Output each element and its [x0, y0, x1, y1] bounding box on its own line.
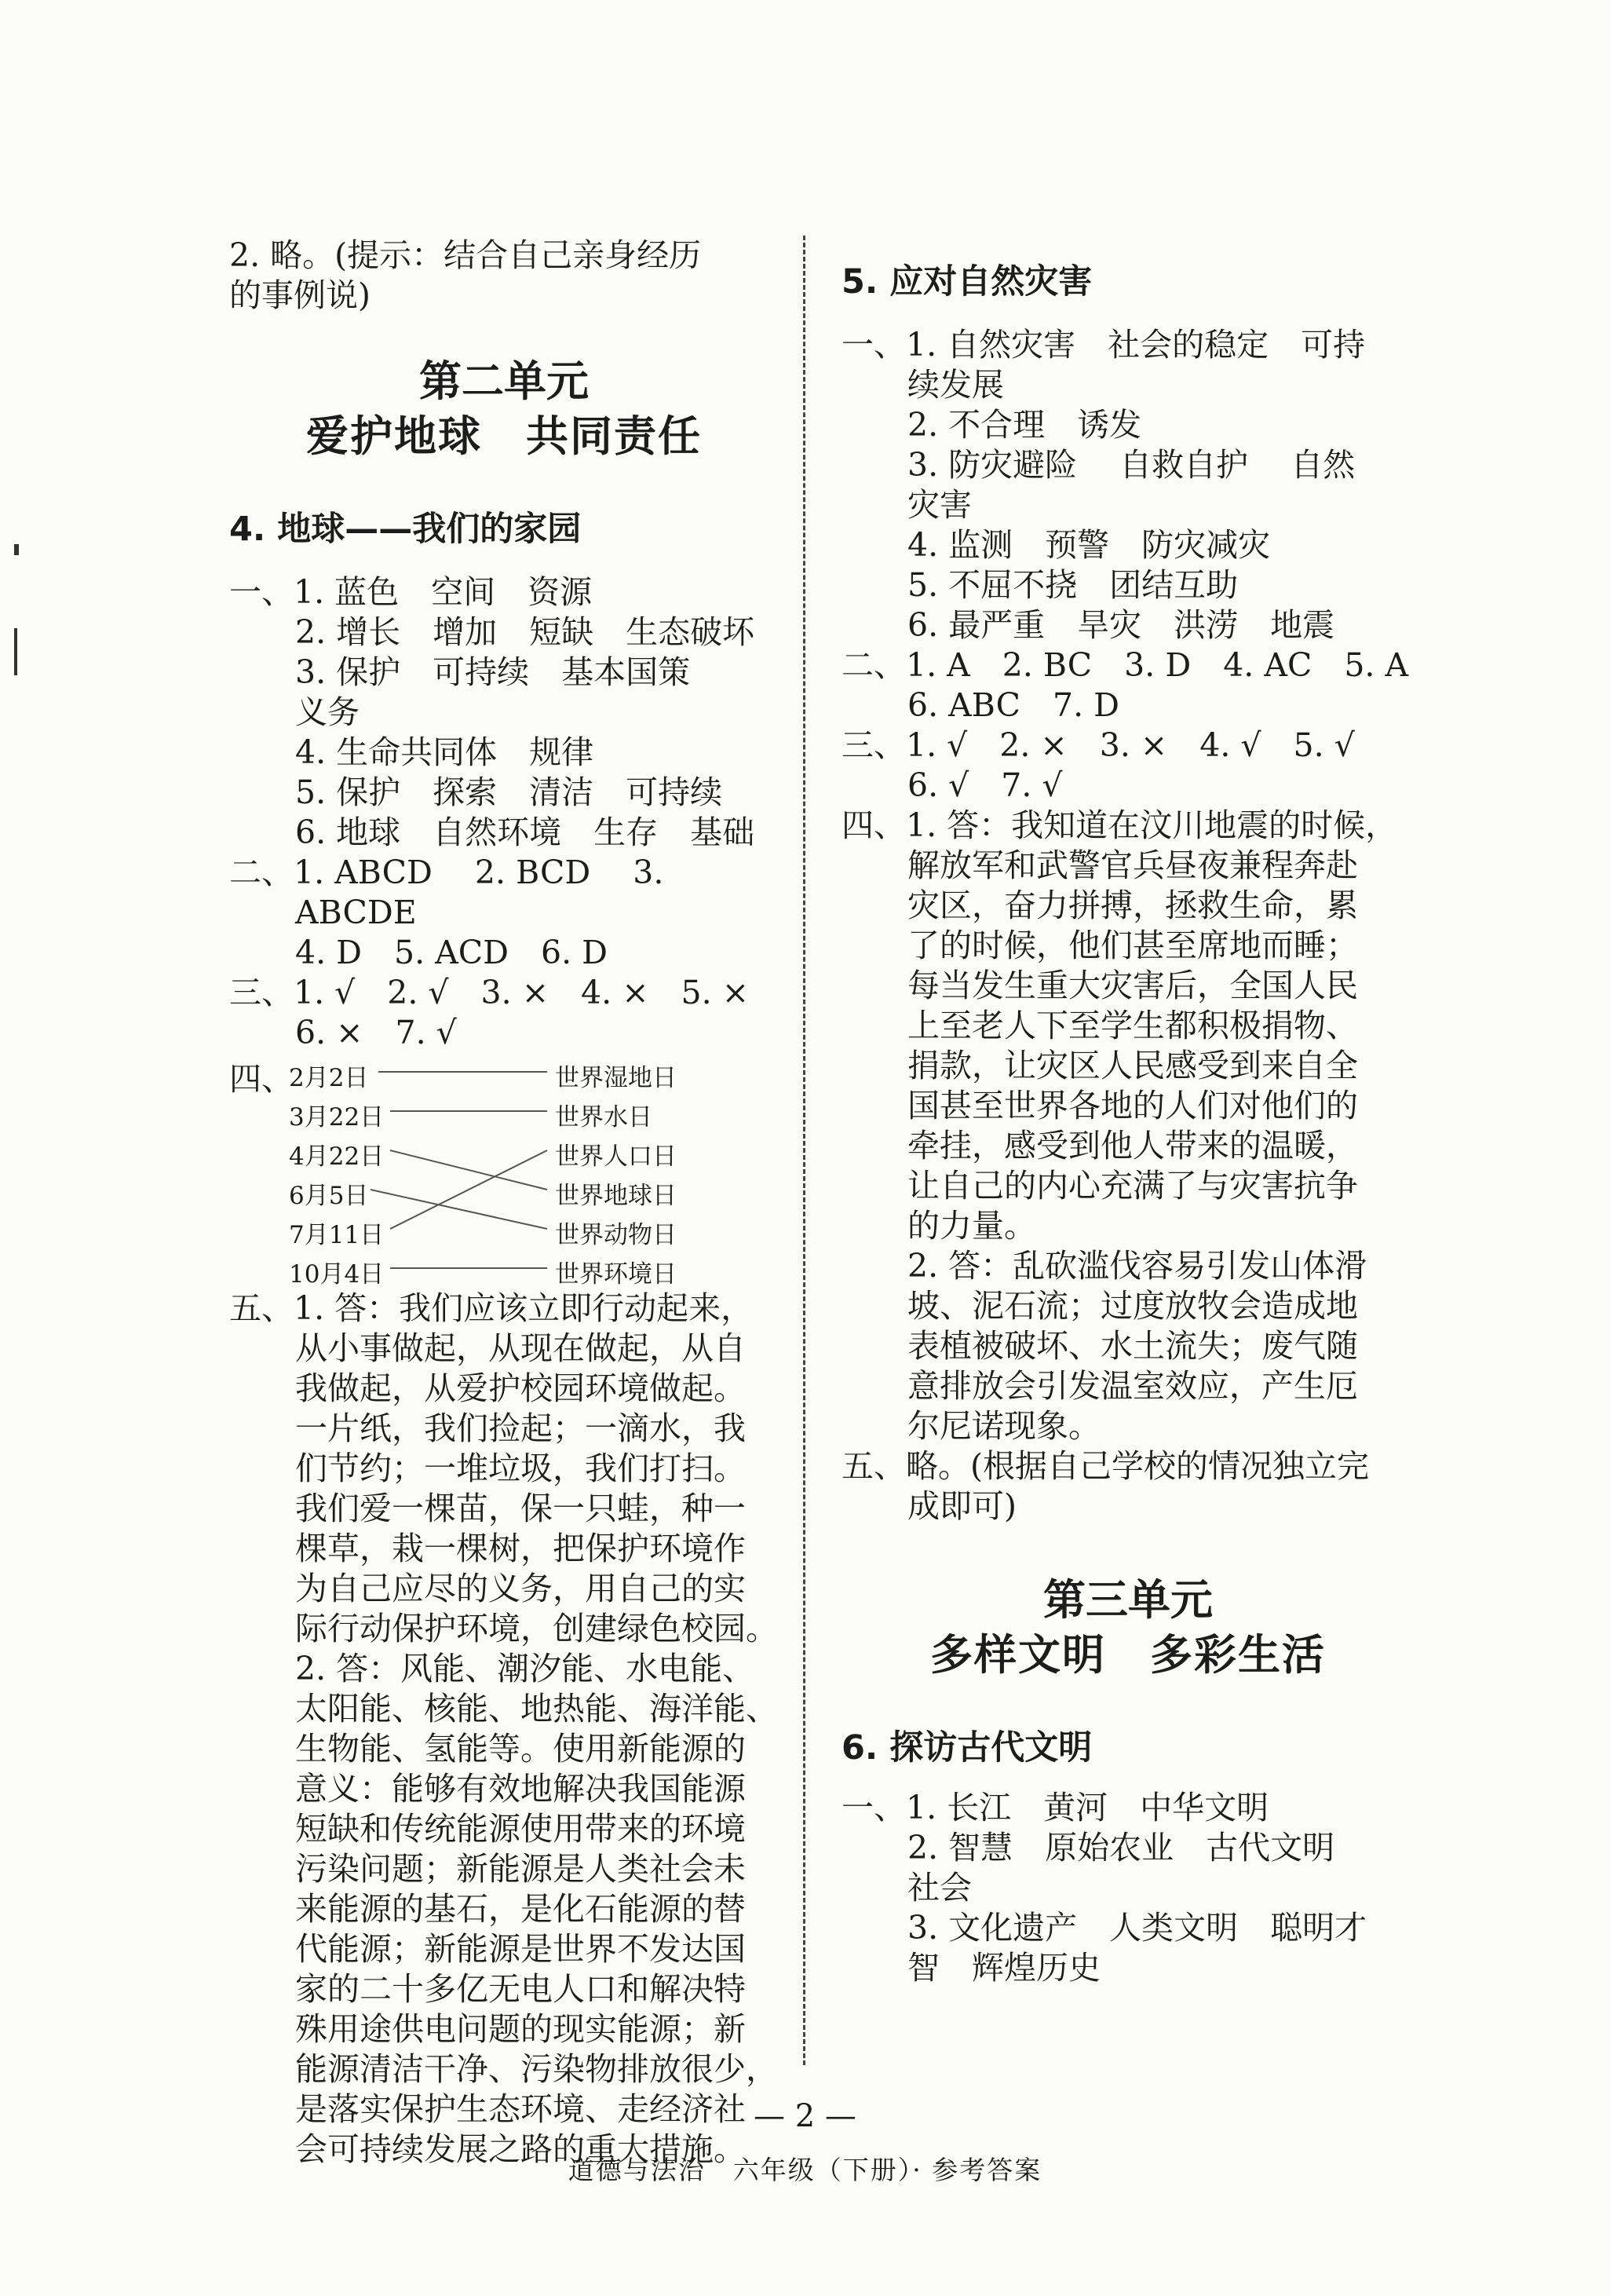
answer-line: 6. ABC 7. D	[907, 686, 1120, 724]
answer-line: 灾害	[907, 486, 972, 524]
answer-line: 三、1. √ 2. × 3. × 4. √ 5. √	[842, 726, 1355, 764]
answer-line: 是落实保护生态环境、走经济社	[295, 2090, 746, 2128]
match-date: 2月2日	[289, 1064, 369, 1092]
answer-line: 2. 不合理 诱发	[907, 406, 1142, 444]
answer-line: 四、1. 答：我知道在汶川地震的时候，	[842, 806, 1398, 844]
answer-line: 2. 智慧 原始农业 古代文明	[907, 1829, 1335, 1866]
match-date: 6月5日	[289, 1182, 369, 1210]
unit-subtitle: 爱护地球 共同责任	[306, 411, 702, 461]
answer-line: 污染问题；新能源是人类社会未	[295, 1850, 746, 1888]
match-date: 3月22日	[289, 1103, 385, 1132]
answer-line: 3. 保护 可持续 基本国策	[295, 653, 691, 691]
answer-line: 表植被破坏、水土流失；废气随	[907, 1327, 1358, 1365]
answer-line: 牵挂，感受到他人带来的温暖，	[907, 1127, 1358, 1164]
answer-line: 4. 生命共同体 规律	[295, 733, 594, 771]
column-divider	[803, 236, 805, 2065]
answer-line: 代能源；新能源是世界不发达国	[295, 1930, 746, 1968]
answer-line: 3. 防灾避险 自救自护 自然	[907, 446, 1356, 484]
unit-title: 第二单元	[419, 356, 589, 406]
answer-line: 6. 地球 自然环境 生存 基础	[295, 813, 755, 851]
answer-line: 成即可)	[907, 1487, 1017, 1525]
matching-exercise	[229, 1053, 779, 1289]
answer-line: 一片纸，我们捡起；一滴水，我	[295, 1409, 746, 1447]
answer-line: 坡、泥石流；过度放牧会造成地	[907, 1287, 1358, 1325]
answer-line: 2. 答：风能、潮汐能、水电能、	[295, 1650, 755, 1687]
answer-line: 解放军和武警官兵昼夜兼程奔赴	[907, 846, 1358, 884]
match-day: 世界水日	[555, 1103, 652, 1132]
answer-line: 五、1. 答：我们应该立即行动起来，	[229, 1289, 754, 1327]
match-line	[371, 1190, 547, 1229]
answer-line: 二、1. ABCD 2. BCD 3. ABCDE	[229, 854, 664, 931]
answer-line: 智 辉煌历史	[907, 1949, 1101, 1987]
answer-line: 6. 最严重 旱灾 洪涝 地震	[907, 606, 1335, 644]
match-day: 世界环境日	[555, 1260, 677, 1289]
lesson-title: 4. 地球——我们的家园	[229, 510, 582, 549]
lesson-title: 6. 探访古代文明	[842, 1728, 1093, 1768]
answer-line: 家的二十多亿无电人口和解决特	[295, 1970, 746, 2008]
answer-line: 三、1. √ 2. √ 3. × 4. × 5. ×	[229, 974, 750, 1011]
matching-label: 四、	[229, 1060, 294, 1098]
answer-line: 我做起，从爱护校园环境做起。	[295, 1369, 746, 1407]
answer-line: 国甚至世界各地的人们对他们的	[907, 1087, 1358, 1124]
answer-line: 为自己应尽的义务，用自己的实	[295, 1570, 746, 1607]
match-line	[390, 1150, 547, 1229]
answer-line: 际行动保护环境，创建绿色校园。	[295, 1610, 778, 1647]
answer-line: 来能源的基石，是化石能源的替	[295, 1890, 746, 1928]
right-column	[842, 236, 1415, 1988]
answer-line: 短缺和传统能源使用带来的环境	[295, 1810, 746, 1848]
answer-line: 让自己的内心充满了与灾害抗争	[907, 1167, 1358, 1205]
answer-line: 2. 答：乱砍滥伐容易引发山体滑	[907, 1247, 1367, 1285]
match-day: 世界动物日	[555, 1221, 677, 1249]
answer-line: 意排放会引发温室效应，产生厄	[907, 1367, 1358, 1405]
answer-line: 从小事做起，从现在做起，从自	[295, 1329, 746, 1367]
answer-line: 意义：能够有效地解决我国能源	[295, 1770, 746, 1808]
unit-title: 第三单元	[1043, 1574, 1213, 1625]
answer-line: 每当发生重大灾害后，全国人民	[907, 967, 1358, 1004]
answer-line: 灾区，奋力拼搏，拯救生命，累	[907, 887, 1358, 924]
answer-line: 一、1. 长江 黄河 中华文明	[842, 1789, 1269, 1826]
answer-line: 5. 保护 探索 清洁 可持续	[295, 773, 723, 811]
answer-line: 二、1. A 2. BC 3. D 4. AC 5. A	[842, 646, 1409, 684]
answer-line: 5. 不屈不挠 团结互助	[907, 566, 1239, 604]
answer-line: 4. 监测 预警 防灾减灾	[907, 526, 1271, 564]
answer-line: 续发展	[907, 366, 1004, 404]
match-day: 世界人口日	[555, 1143, 677, 1171]
answer-line: 能源清洁干净、污染物排放很少，	[295, 2050, 778, 2088]
lesson-title: 5. 应对自然灾害	[842, 262, 1093, 302]
scan-mark	[14, 628, 17, 675]
answer-line: 社会	[907, 1869, 972, 1907]
answer-line: 五、略。(根据自己学校的情况独立完	[842, 1447, 1369, 1485]
match-day: 世界地球日	[555, 1182, 677, 1210]
answer-line: 4. D 5. ACD 6. D	[295, 934, 608, 971]
scan-mark	[14, 544, 19, 555]
answer-line: 生物能、氢能等。使用新能源的	[295, 1730, 746, 1768]
answer-line: 一、1. 自然灾害 社会的稳定 可持	[842, 326, 1366, 364]
match-date: 4月22日	[289, 1143, 385, 1171]
answer-line: 6. × 7. √	[295, 1014, 457, 1051]
answer-line: 2. 增长 增加 短缺 生态破坏	[295, 613, 755, 651]
answer-line: 的力量。	[907, 1207, 1036, 1245]
answer-line: 3. 文化遗产 人类文明 聪明才	[907, 1909, 1367, 1947]
match-date: 7月11日	[289, 1221, 385, 1249]
answer-line: 们节约；一堆垃圾，我们打扫。	[295, 1450, 746, 1487]
intro-line: 的事例说)	[229, 276, 371, 314]
answer-line: 太阳能、核能、地热能、海洋能、	[295, 1690, 778, 1727]
answer-line: 会可持续发展之路的重大措施。	[295, 2130, 746, 2168]
match-day: 世界湿地日	[555, 1064, 677, 1092]
answer-line: 捐款，让灾区人民感受到来自全	[907, 1047, 1358, 1084]
page-number: — 2 —	[754, 2098, 856, 2134]
answer-line: 殊用途供电问题的现实能源；新	[295, 2010, 746, 2048]
answer-line: 义务	[295, 693, 360, 731]
match-date: 10月4日	[289, 1260, 385, 1289]
match-line	[390, 1150, 547, 1190]
answer-line: 棵草，栽一棵树，把保护环境作	[295, 1530, 746, 1567]
left-column	[229, 236, 779, 2170]
answer-line: 6. √ 7. √	[907, 766, 1063, 804]
answer-line: 一、1. 蓝色 空间 资源	[229, 573, 593, 611]
answer-line: 上至老人下至学生都积极捐物、	[907, 1007, 1358, 1044]
answer-line: 我们爱一棵苗，保一只蛙，种一	[295, 1490, 746, 1527]
unit-subtitle: 多样文明 多彩生活	[930, 1629, 1326, 1680]
page-footer: 道德与法治 六年级（下册）· 参考答案	[568, 2155, 1042, 2185]
answer-line: 尔尼诺现象。	[907, 1407, 1101, 1445]
intro-line: 2. 略。(提示：结合自己亲身经历	[229, 236, 702, 274]
answer-line: 了的时候，他们甚至席地而睡；	[907, 927, 1358, 964]
